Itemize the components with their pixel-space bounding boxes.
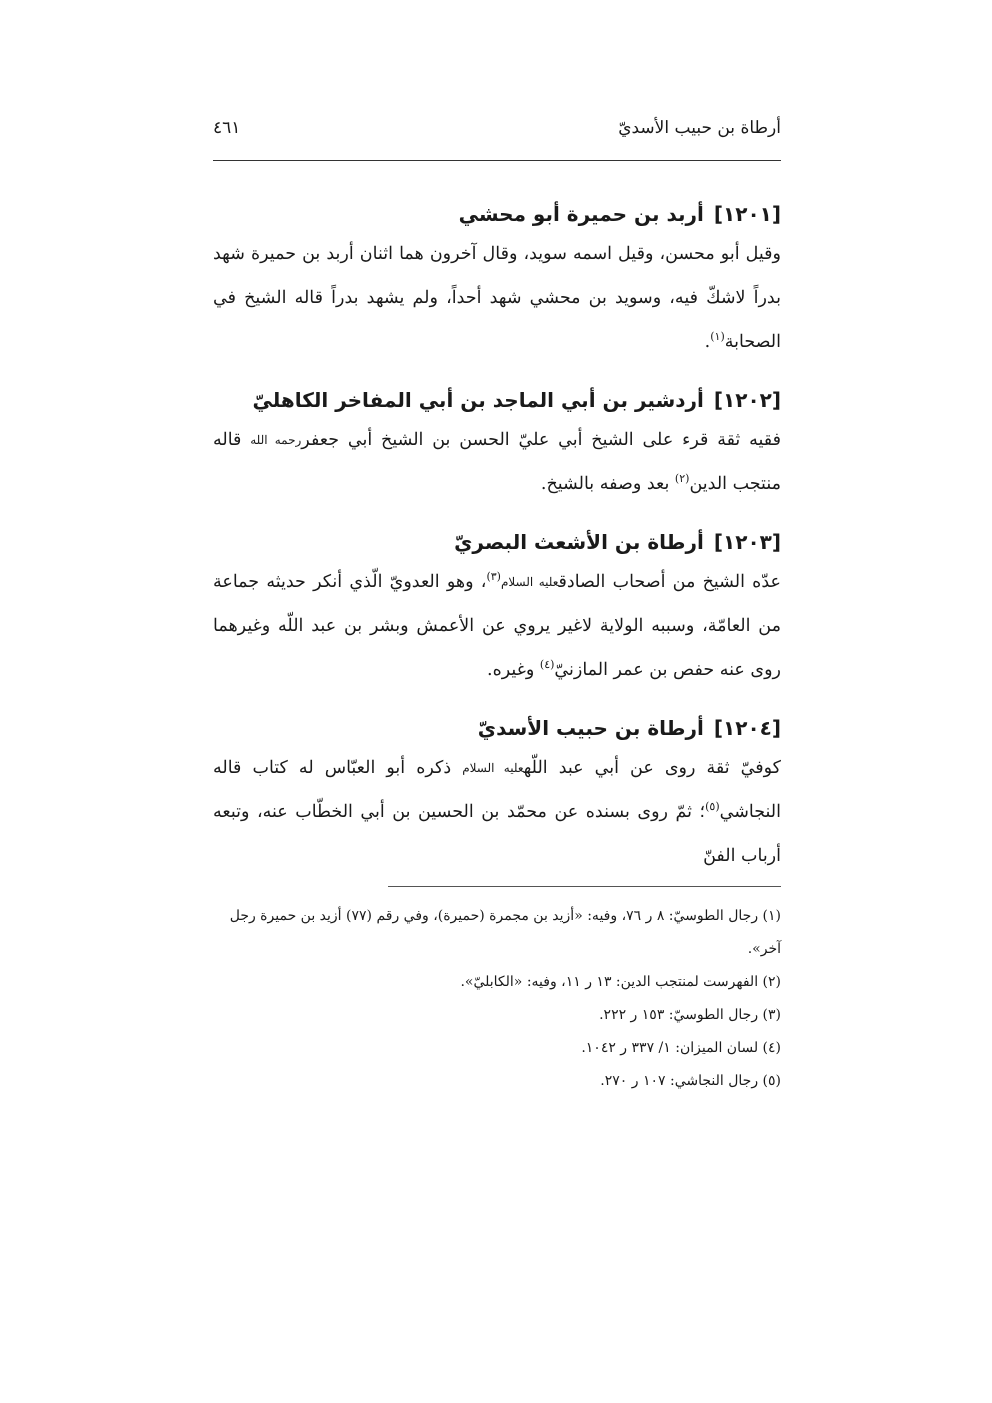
footnote-ref[interactable]: (٣) <box>486 570 501 584</box>
footnotes-list <box>213 900 781 1098</box>
footnote-ref[interactable]: (١) <box>710 330 725 344</box>
footnote-ref[interactable]: (٢) <box>674 472 690 486</box>
entry-text-part: كوفيّ ثقة روى عن أبي عبد اللّه <box>523 758 781 778</box>
entry-heading <box>213 714 781 742</box>
entry-text-part: ، وهو العدويّ الّذي أنكر حديثه جماعة من العامّة، وسببه الولاية لاغير يروي عن الأعمش وبشر بن عبد اللّه وغيرهما روى عنه حفص بن عمر المازنيّ <box>213 572 781 680</box>
entry-text <box>213 418 781 506</box>
honorific-glyph: رحمه الله <box>250 433 302 447</box>
entry-text-part: . <box>704 332 711 352</box>
entry-number: [١٢٠٤] <box>713 716 781 740</box>
entry-text-part: فقيه ثقة قرء على الشيخ أبي عليّ الحسن بن الشيخ أبي جعفر <box>301 430 781 450</box>
entry-text <box>213 560 781 692</box>
footnote-item: (٤) لسان الميزان: ١/ ٣٣٧ ر ١٠٤٢. <box>581 1040 781 1056</box>
entry-name: أرطاة بن الأشعث البصريّ <box>454 530 704 554</box>
main-content <box>213 200 781 900</box>
entry-1203 <box>213 528 781 692</box>
footnote-item: (٢) الفهرست لمنتجب الدين: ١٣ ر ١١، وفيه: «الكابليّ». <box>460 974 781 990</box>
entry-text-part: ؛ ثمّ روى بسنده عن محمّد بن الحسين بن أبي الخطّاب عنه، وتبعه أرباب الفنّ <box>213 802 781 866</box>
entry-text-part: ذكره أبو العبّاس له كتاب قاله النجاشي <box>213 758 781 822</box>
entry-text-part: وغيره. <box>487 660 540 680</box>
honorific-glyph: عليه السلام <box>500 575 559 589</box>
entry-heading <box>213 528 781 556</box>
entry-heading <box>213 386 781 414</box>
entry-number: [١٢٠٢] <box>713 388 781 412</box>
entry-number: [١٢٠١] <box>713 202 781 226</box>
entry-text <box>213 232 781 364</box>
honorific-glyph: عليه السلام <box>462 761 524 775</box>
entry-name: أردشير بن أبي الماجد بن أبي المفاخر الكاهليّ <box>252 388 704 412</box>
entry-1204 <box>213 714 781 878</box>
entry-heading <box>213 200 781 228</box>
footnote-item: (٥) رجال النجاشي: ١٠٧ ر ٢٧٠. <box>600 1073 781 1089</box>
entry-1202 <box>213 386 781 506</box>
entry-text-part: وقيل أبو محسن، وقيل اسمه سويد، وقال آخرون هما اثنان أربد بن حميرة شهد بدراً لاشكّ فيه، وسويد بن محشي شهد أحداً، ولم يشهد بدراً قاله الشيخ في الصحابة <box>213 244 781 352</box>
entry-name: أربد بن حميرة أبو محشي <box>458 202 704 226</box>
entry-number: [١٢٠٣] <box>713 530 781 554</box>
page-number: ٤٦١ <box>213 118 241 138</box>
footnote-item: (١) رجال الطوسيّ: ٨ ر ٧٦، وفيه: «أزيد بن مجمرة (حميرة)، وفي رقم (٧٧) أزيد بن حميرة رجل آخر». <box>229 908 781 957</box>
entry-text-part: عدّه الشيخ من أصحاب الصادق <box>558 572 781 592</box>
footnote-divider <box>388 886 781 887</box>
running-title: أرطاة بن حبيب الأسديّ <box>618 118 781 138</box>
entry-name: أرطاة بن حبيب الأسديّ <box>477 716 704 740</box>
page-header <box>213 118 781 138</box>
footnote-item: (٣) رجال الطوسيّ: ١٥٣ ر ٢٢٢. <box>599 1007 781 1023</box>
entry-text <box>213 746 781 878</box>
header-divider <box>213 160 781 161</box>
entry-text-part: قاله منتجب الدين <box>213 430 781 494</box>
entry-text-part: بعد وصفه بالشيخ. <box>540 474 675 494</box>
footnote-ref[interactable]: (٥) <box>705 800 720 814</box>
footnote-ref[interactable]: (٤) <box>539 658 555 672</box>
entry-1201 <box>213 200 781 364</box>
